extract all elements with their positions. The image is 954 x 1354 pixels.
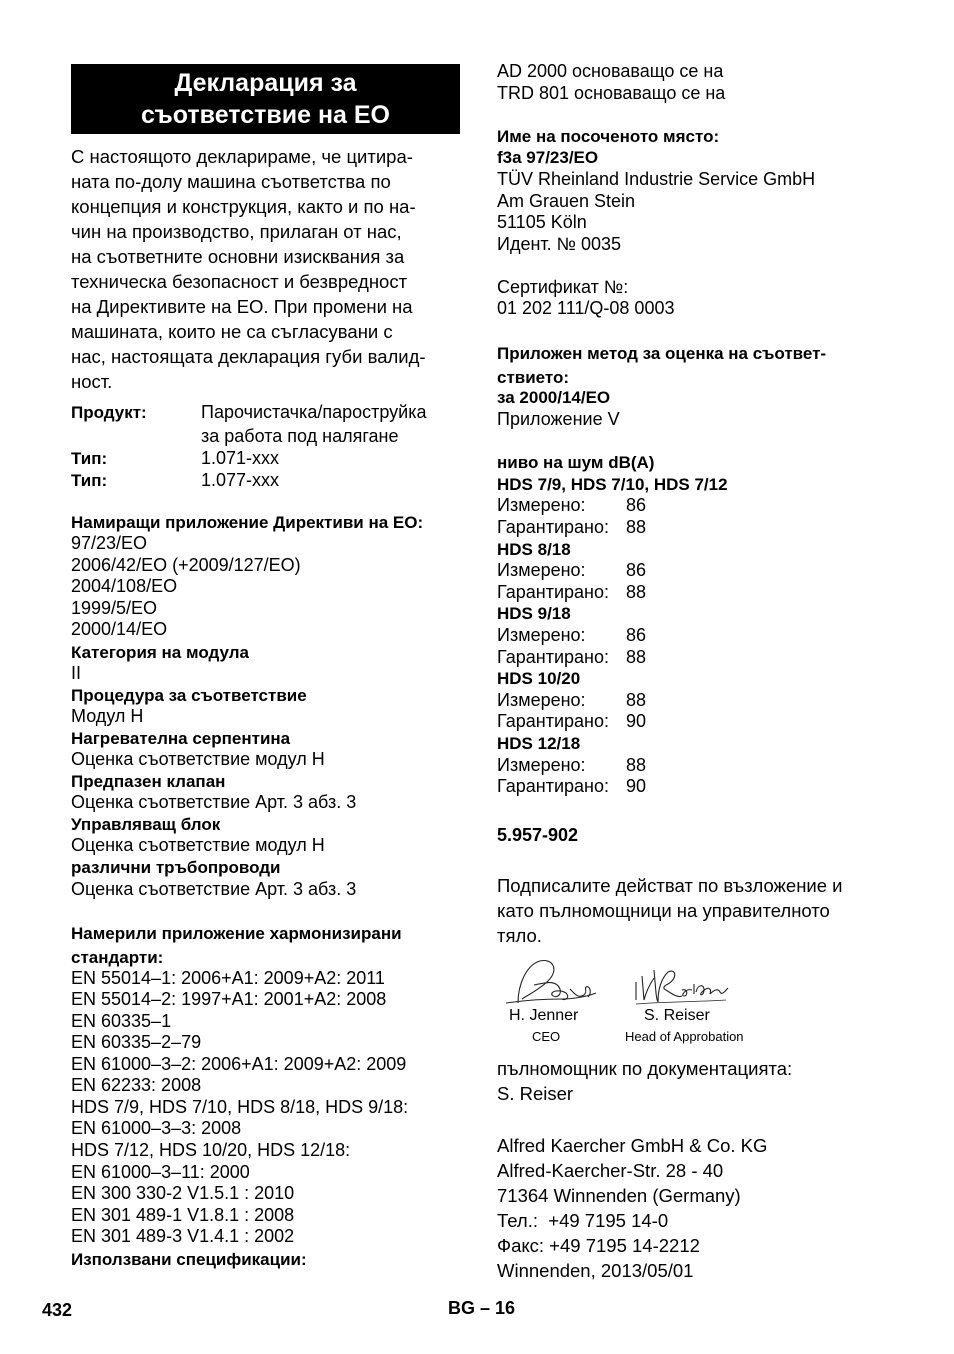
company-line: Winnenden, 2013/05/01 [497,1260,694,1281]
company-line: Alfred Kaercher GmbH & Co. KG [497,1135,768,1156]
company-address [497,1133,917,1283]
noise-measured-label: Измерено: [497,755,586,775]
section-label: BG – 16 [448,1298,516,1318]
standard-item: EN 61000–3–11: 2000 [71,1162,250,1182]
valve-value: Оценка съответствие Арт. 3 абз. 3 [71,792,357,812]
procedure-value: Модул H [71,706,144,726]
intro-line: чин на производство, прилаган от нас, [71,221,402,242]
standard-item: EN 301 489-3 V1.4.1 : 2002 [71,1226,295,1246]
documentation-name: S. Reiser [497,1083,574,1104]
specs-label: Използвани спецификации: [71,1250,307,1269]
page-number: 432 [42,1300,73,1320]
type-value: 1.071-xxx [201,448,280,468]
standard-item: EN 62233: 2008 [71,1075,202,1095]
assessment-heading-cont: ствието: [497,368,570,387]
category-value: II [71,663,82,683]
standard-item: HDS 7/12, HDS 10/20, HDS 12/18: [71,1140,351,1160]
procedure-label: Процедура за съответствие [71,686,307,705]
standard-item: EN 61000–3–3: 2008 [71,1118,242,1138]
product-value-cont: за работа под налягане [201,426,399,446]
page-title [71,64,460,134]
standard-item: EN 60335–1 [71,1011,172,1031]
type-label: Тип: [71,449,108,468]
reiser-signature [632,962,732,1007]
product-value: Парочистачка/пароструйка [201,402,427,422]
intro-line: ната по-долу машина съответства по [71,171,391,192]
intro-line: ност. [71,371,113,392]
noise-guaranteed-value: 88 [626,582,647,602]
type-label: Тип: [71,471,108,490]
product-table [71,402,461,492]
notified-sub: f3а 97/23/EO [497,148,599,167]
noise-guaranteed-label: Гарантирано: [497,776,609,796]
certificate-value: 01 202 111/Q-08 0003 [497,298,675,318]
company-line: Факс: +49 7195 14-2212 [497,1235,700,1256]
noise-measured-value: 88 [626,755,647,775]
noise-model: HDS 12/18 [497,734,581,753]
standard-item: EN 301 489-1 V1.8.1 : 2008 [71,1205,295,1225]
documentation-label: пълномощник по документацията: [497,1058,793,1079]
noise-model: HDS 10/20 [497,669,581,688]
noise-guaranteed-label: Гарантирано: [497,711,609,731]
signer-name-reiser: S. Reiser [644,1007,710,1024]
intro-paragraph [71,144,471,394]
signers-paragraph [497,873,917,948]
standard-item: EN 61000–3–2: 2006+A1: 2009+A2: 2009 [71,1054,407,1074]
intro-line: машината, които не са съгласувани с [71,321,393,342]
product-label: Продукт: [71,403,147,422]
title-line-1: Декларация за [174,69,357,97]
intro-line: техническа безопасност и безвредност [71,271,408,292]
standard-item: EN 55014–1: 2006+A1: 2009+A2: 2011 [71,968,385,988]
standard-item: EN 55014–2: 1997+A1: 2001+A2: 2008 [71,989,387,1009]
noise-guaranteed-label: Гарантирано: [497,582,609,602]
noise-measured-value: 86 [626,625,647,645]
assessment-heading: Приложен метод за оценка на съответ- [497,344,827,363]
noise-model: HDS 8/18 [497,540,571,559]
control-label: Управляващ блок [71,815,221,834]
intro-line: на съответните основни изисквания за [71,246,405,267]
assessment-sub: за 2000/14/EO [497,388,611,407]
intro-line: на Директивите на ЕО. При промени на [71,296,413,317]
signers-line: тяло. [497,925,542,946]
noise-measured-value: 86 [626,560,647,580]
noise-heading: ниво на шум dB(A) [497,453,655,472]
signers-line: като пълномощници на управителното [497,900,830,921]
notified-heading: Име на посоченото място: [497,127,720,146]
noise-guaranteed-value: 88 [626,647,647,667]
notified-line: Am Grauen Stein [497,191,636,211]
noise-guaranteed-label: Гарантирано: [497,517,609,537]
noise-guaranteed-label: Гарантирано: [497,647,609,667]
jenner-signature [500,955,600,1010]
intro-line: концепция и конструкция, както и по на- [71,196,416,217]
spec-item: TRD 801 основаващо се на [497,83,726,103]
certificate-label: Сертификат №: [497,277,629,297]
standards-heading-cont: стандарти: [71,948,164,967]
noise-measured-label: Измерено: [497,625,586,645]
company-line: Тел.: +49 7195 14-0 [497,1210,669,1231]
category-label: Категория на модула [71,643,249,662]
signer-role-jenner: CEO [532,1029,561,1044]
noise-measured-label: Измерено: [497,690,586,710]
standard-item: HDS 7/9, HDS 7/10, HDS 8/18, HDS 9/18: [71,1097,409,1117]
directives-heading: Намиращи приложение Директиви на ЕО: [71,513,424,532]
noise-model: HDS 9/18 [497,604,571,623]
company-line: Alfred-Kaercher-Str. 28 - 40 [497,1160,724,1181]
coil-label: Нагревателна серпентина [71,729,291,748]
signer-role-reiser: Head of Approbation [625,1029,744,1044]
directive-item: 2000/14/EO [71,619,168,639]
spec-item: AD 2000 основаващо се на [497,61,724,81]
signer-name-jenner: H. Jenner [509,1007,579,1024]
noise-measured-value: 86 [626,495,647,515]
intro-line: С настоящото декларираме, че цитира- [71,146,413,167]
pipes-label: различни тръбопроводи [71,858,281,877]
valve-label: Предпазен клапан [71,772,226,791]
notified-line: 51105 Köln [497,212,587,232]
standards-heading: Намерили приложение хармонизирани [71,924,402,943]
document-number: 5.957-902 [497,825,579,845]
directive-item: 2004/108/EO [71,576,178,596]
noise-guaranteed-value: 90 [626,711,647,731]
intro-line: нас, настоящата декларация губи валид- [71,346,426,367]
signers-line: Подписалите действат по възложение и [497,875,843,896]
noise-measured-value: 88 [626,690,647,710]
assessment-value: Приложение V [497,409,620,429]
noise-guaranteed-value: 88 [626,517,647,537]
coil-value: Оценка съответствие модул H [71,749,325,769]
noise-guaranteed-value: 90 [626,776,647,796]
company-line: 71364 Winnenden (Germany) [497,1185,741,1206]
noise-measured-label: Измерено: [497,495,586,515]
directive-item: 97/23/EO [71,533,148,553]
type-value: 1.077-xxx [201,470,280,490]
noise-model: HDS 7/9, HDS 7/10, HDS 7/12 [497,475,728,494]
notified-line: Идент. № 0035 [497,234,621,254]
pipes-value: Оценка съответствие Арт. 3 абз. 3 [71,879,357,899]
control-value: Оценка съответствие модул H [71,835,325,855]
standard-item: EN 300 330-2 V1.5.1 : 2010 [71,1183,295,1203]
directive-item: 1999/5/EO [71,598,158,618]
notified-line: TÜV Rheinland Industrie Service GmbH [497,169,816,189]
directive-item: 2006/42/EO (+2009/127/EO) [71,555,301,575]
title-line-2: съответствие на ЕО [140,101,391,129]
noise-measured-label: Измерено: [497,560,586,580]
standard-item: EN 60335–2–79 [71,1032,202,1052]
